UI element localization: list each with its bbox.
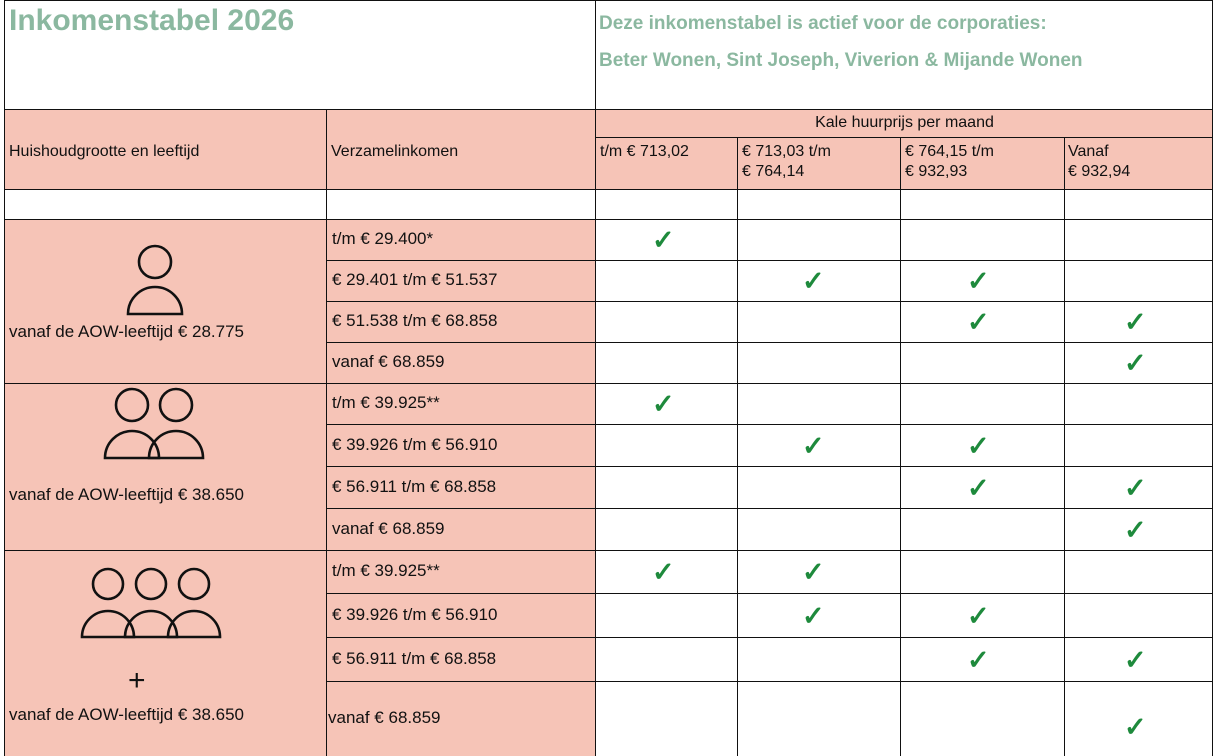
- group1-background: [4, 220, 596, 384]
- rent-col2-line1: € 713,03 t/m: [742, 143, 831, 160]
- hline: [4, 189, 1213, 190]
- income-range-label: € 39.926 t/m € 56.910: [332, 434, 498, 454]
- hline: [327, 301, 1213, 302]
- income-header: Verzamelinkomen: [331, 143, 459, 160]
- income-range-label: vanaf € 68.859: [332, 518, 445, 538]
- hline: [327, 681, 1213, 682]
- check-icon: ✓: [652, 225, 675, 255]
- vline: [595, 0, 596, 756]
- hline: [327, 342, 1213, 343]
- check-icon: ✓: [802, 430, 825, 461]
- corporations-note: Deze inkomenstabel is actief voor de corporaties:: [599, 13, 1047, 34]
- corporations-list: Beter Wonen, Sint Joseph, Viverion & Mijande Wonen: [599, 50, 1083, 71]
- check-icon: ✓: [1124, 644, 1147, 675]
- hline: [327, 593, 1213, 594]
- income-range-label: € 51.538 t/m € 68.858: [332, 311, 498, 330]
- income-range-label: € 56.911 t/m € 68.858: [332, 648, 497, 668]
- two-persons-icon: [100, 386, 208, 462]
- hline: [327, 637, 1213, 638]
- group1-aow-label: vanaf de AOW-leeftijd € 28.775: [9, 322, 245, 341]
- check-icon: ✓: [967, 644, 990, 675]
- vline: [4, 0, 5, 756]
- check-icon: ✓: [802, 266, 825, 296]
- group2-aow-label: vanaf de AOW-leeftijd € 38.650: [9, 485, 245, 504]
- hline: [327, 260, 1213, 261]
- check-icon: ✓: [1124, 348, 1147, 378]
- rent-group-header: Kale huurprijs per maand: [815, 114, 994, 131]
- check-icon: ✓: [1124, 712, 1147, 742]
- page-title: Inkomenstabel 2026: [9, 4, 295, 37]
- one-person-icon: [122, 244, 188, 320]
- hline: [4, 219, 1213, 220]
- hline: [4, 550, 1213, 551]
- rent-col2-header: [742, 142, 831, 182]
- income-range-label: t/m € 39.925**: [332, 393, 440, 412]
- household-header: Huishoudgrootte en leeftijd: [9, 143, 200, 160]
- check-icon: ✓: [967, 600, 990, 631]
- check-icon: ✓: [1124, 514, 1147, 545]
- rent-col4-header: [1068, 142, 1130, 182]
- income-range-label: € 56.911 t/m € 68.858: [332, 476, 497, 496]
- hline: [4, 383, 1213, 384]
- check-icon: ✓: [1124, 472, 1147, 503]
- rent-col3-line2: € 932,93: [905, 163, 968, 180]
- group3-aow-label: vanaf de AOW-leeftijd € 38.650: [9, 705, 245, 724]
- check-icon: ✓: [967, 266, 990, 296]
- check-icon: ✓: [967, 307, 990, 337]
- income-range-label: vanaf € 68.859: [332, 352, 445, 371]
- income-range-label: vanaf € 68.859: [328, 708, 441, 727]
- hline: [596, 137, 1213, 138]
- vline: [737, 138, 738, 756]
- check-icon: ✓: [652, 389, 675, 419]
- group2-background: [4, 384, 596, 551]
- vline: [326, 110, 327, 756]
- income-range-label: € 39.926 t/m € 56.910: [332, 604, 498, 624]
- check-icon: ✓: [802, 600, 825, 631]
- hline: [327, 466, 1213, 467]
- hline: [4, 109, 1213, 110]
- check-icon: ✓: [967, 472, 990, 503]
- check-icon: ✓: [1124, 307, 1147, 337]
- rent-col3-header: [905, 142, 994, 182]
- vline: [1064, 138, 1065, 756]
- group3-plus-sign: +: [128, 664, 146, 697]
- rent-col2-line2: € 764,14: [742, 163, 805, 180]
- income-range-label: € 29.401 t/m € 51.537: [332, 270, 498, 289]
- rent-col4-line1: Vanaf: [1068, 143, 1109, 160]
- rent-col4-line2: € 932,94: [1068, 163, 1131, 180]
- rent-col3-line1: € 764,15 t/m: [905, 143, 994, 160]
- income-range-label: t/m € 39.925**: [332, 561, 440, 580]
- check-icon: ✓: [652, 557, 675, 587]
- income-range-label: t/m € 29.400*: [332, 229, 434, 248]
- hline: [327, 424, 1213, 425]
- hline: [4, 0, 1213, 1]
- hline: [327, 508, 1213, 509]
- three-persons-icon: [78, 565, 226, 641]
- rent-col1-header: t/m € 713,02: [600, 143, 689, 160]
- check-icon: ✓: [802, 557, 825, 587]
- check-icon: ✓: [967, 430, 990, 461]
- vline: [900, 138, 901, 756]
